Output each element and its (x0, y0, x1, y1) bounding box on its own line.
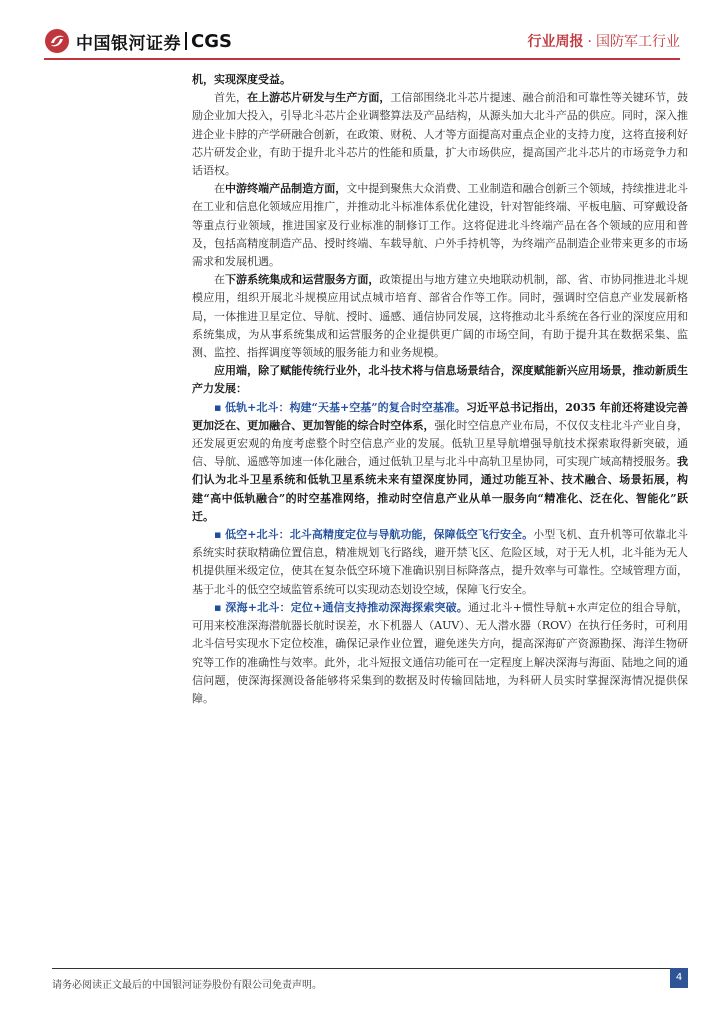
report-body (192, 71, 688, 708)
deep-sea-heading: 深海+北斗：定位+通信支持推动深海探索突破。 (225, 600, 468, 614)
bullet-low-altitude (192, 526, 688, 599)
bullet-marker: ▪ (214, 528, 222, 542)
deep-sea-text: 通过北斗+惯性导航+水声定位的组合导航，可用来校准深海潜航器长航时误差，水下机器人（AUV）、无人潜水器（ROV）在执行任务时，可利用北斗信号实现水下定位校准，确保记录作业位置，避免迷失方向，提高深海矿产资源勘探、海洋生物研究等工作的准确性与效率。此外，北斗短报文通信功能可在一定程度上解决深海与海面、陆地之间的通信问题，使深海探测设备能够将采集到的数据及时传输回陆地，为科研人员实时掌握深海情况提供保障。 (192, 600, 688, 705)
logo-text-en: CGS (191, 30, 232, 52)
low-altitude-heading: 低空+北斗：北斗高精度定位与导航功能，保障低空飞行安全。 (225, 528, 534, 542)
intro-tail-text: 机，实现深度受益。 (192, 73, 291, 86)
page-number: 4 (670, 968, 688, 988)
midstream-text: 文中提到聚焦大众消费、工业制造和融合创新三个领域，持续推进北斗在工业和信息化领域应用推广，并推动北斗标准体系优化建设，针对智能终端、平板电脑、可穿戴设备等重点行业领域，推进国家及行业标准的制修订工作。这将促进北斗终端产品在各个领域的应用和普及，包括高精度制造产品、授时终端、车载导航、户外手持机等，为终端产品制造企业带来更多的市场需求和发展机遇。 (192, 182, 689, 269)
report-category (528, 31, 680, 51)
paragraph-downstream (192, 271, 688, 362)
logo (44, 28, 232, 54)
upstream-heading: 在上游芯片研发与生产方面， (247, 91, 391, 105)
midstream-lead: 在 (214, 182, 226, 196)
upstream-text: 工信部围绕北斗芯片提速、融合前沿和可靠性等关键环节，鼓励企业加大投入，引导北斗芯片企业调整算法及产品结构，从源头加大北斗产品的供应。同时，深入推进企业卡脖的产学研融合创新，在政策、财税、人才等方面提高对重点企业的支持力度，这将直接利好芯片研发企业，有助于提升北斗芯片的性能和质量，扩大市场供应，提高国产北斗芯片的市场竞争力和话语权。 (192, 91, 689, 178)
low-altitude-text: 小型飞机、直升机等可依靠北斗系统实时获取精确位置信息，精准规划飞行路线，避开禁飞区、危险区域，对于无人机，北斗能为无人机提供厘米级定位，使其在复杂低空环境下准确识别目标降落点，提升效率与可靠性。空域管理方面，基于北斗的低空空域监管系统可以实现动态划设空域，保障飞行安全。 (192, 528, 688, 596)
application-text: 应用端，除了赋能传统行业外，北斗技术将与信息场景结合，深度赋能新兴应用场景，推动新质生产力发展： (192, 364, 688, 396)
logo-text-cn: 中国银河证券 (76, 33, 181, 54)
leo-heading: 低轨+北斗：构建“天基+空基”的复合时空基准。 (225, 400, 466, 414)
leo-conclusion: 我们认为北斗卫星系统和低轨卫星系统未来有望深度协同，通过功能互补、技术融合、场景拓展，构建“高中低轨融合”的时空基准网络，推动时空信息产业从单一服务向“精准化、泛在化、智能化”跃迁。 (192, 455, 688, 523)
cgs-logo-icon (44, 28, 70, 54)
downstream-lead: 在 (214, 273, 226, 287)
logo-divider (185, 32, 187, 50)
midstream-heading: 中游终端产品制造方面， (225, 182, 347, 196)
upstream-lead: 首先， (214, 91, 248, 105)
paragraph-intro-tail (192, 71, 688, 89)
downstream-heading: 下游系统集成和运营服务方面， (225, 273, 380, 287)
footer-disclaimer: 请务必阅读正文最后的中国银河证券股份有限公司免责声明。 (52, 980, 322, 991)
leo-text: 强化时空信息产业布局，不仅仅支柱北斗产业自身，还发展更宏观的角度考虑整个时空信息产业的发展。低轨卫星导航增强导航技术探索取得新突破，通信、导航、遥感等加速一体化融合，通过低轨卫星与北斗中高轨卫星协同，可实现广域高精授服务。 (192, 418, 688, 469)
bullet-leo (192, 399, 688, 526)
bullet-deep-sea (192, 599, 688, 708)
header-divider (44, 58, 680, 60)
leo-mid: 习近平总书记指出，2035 年前还将建设完善更加泛在、更加融合、更加智能的综合时空体系， (192, 400, 688, 432)
footer-divider (52, 968, 688, 969)
industry-name: 国防军工行业 (596, 34, 680, 50)
page-header (0, 0, 724, 66)
bullet-marker: ▪ (214, 600, 222, 614)
paragraph-application (192, 362, 688, 398)
report-type: 行业周报 (527, 34, 584, 50)
paragraph-midstream (192, 180, 688, 271)
paragraph-upstream (192, 89, 688, 180)
bullet-marker: ▪ (214, 400, 222, 414)
downstream-text: 政策提出与地方建立央地联动机制，部、省、市协同推进北斗规模应用，组织开展北斗规模应用试点城市培育、部省合作等工作。同时，强调时空信息产业发展新格局，一体推进卫星定位、导航、授时、遥感、通信协同发展，这将推动北斗系统在各行业的深度应用和系统集成，为从事系统集成和运营服务的企业提供更广阔的市场空间，有助于提升其在数据采集、监测、监控、指挥调度等领域的服务能力和业务规模。 (192, 273, 689, 360)
header-dot: · (587, 34, 592, 50)
